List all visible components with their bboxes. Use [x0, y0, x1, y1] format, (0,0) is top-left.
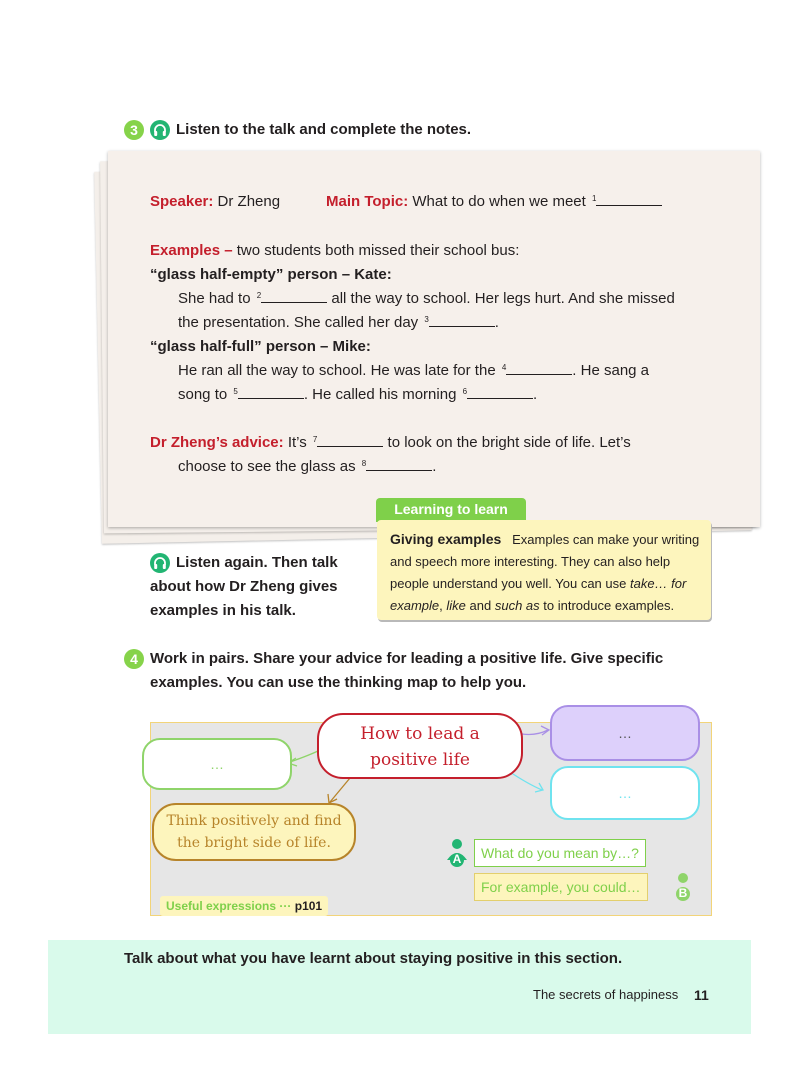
- footer-title: The secrets of happiness: [533, 987, 679, 1002]
- bubble-placeholder: …: [618, 725, 632, 741]
- blank-number: 6: [462, 387, 468, 396]
- advice-text: It’s: [287, 434, 307, 451]
- blank-3[interactable]: [429, 312, 495, 327]
- learning-to-learn-text: [390, 528, 708, 617]
- ltl-body: ,: [439, 598, 443, 613]
- task4-line-1: Work in pairs. Share your advice for leading a positive life. Give specific: [150, 650, 664, 667]
- mike-line-2: [178, 383, 537, 407]
- advice-text: to look on the bright side of life. Let’s: [387, 434, 631, 451]
- blank-number: 1: [592, 194, 597, 203]
- advice-label: Dr Zheng’s advice:: [150, 434, 284, 451]
- blank-5[interactable]: [238, 384, 304, 399]
- brown-bubble: [152, 803, 356, 861]
- top-purple-bubble[interactable]: [550, 705, 700, 761]
- kate-line-1: [178, 287, 675, 311]
- blank-6[interactable]: [467, 384, 533, 399]
- center-line-2: positive life: [370, 750, 470, 770]
- mike-line-1: [178, 359, 649, 383]
- advice-line-1: [150, 431, 631, 455]
- mike-text: . He sang a: [572, 362, 650, 379]
- avatar-label: A: [452, 852, 462, 866]
- listen-again-line-3: examples in his talk.: [150, 602, 296, 619]
- chat-bubble-a: What do you mean by…?: [474, 839, 646, 867]
- examples-label: Examples –: [150, 242, 233, 259]
- brown-line-1: Think positively and find: [166, 813, 342, 829]
- blank-8[interactable]: [366, 456, 432, 471]
- blank-1[interactable]: [596, 191, 662, 206]
- ltl-body: Examples can make your writing and speech more interesting. They can also help people understand you well. You can use: [390, 532, 700, 591]
- topic-label: Main Topic:: [326, 193, 409, 210]
- task-number-badge: 3: [124, 120, 144, 140]
- center-bubble: [317, 713, 523, 779]
- connector-brown: [330, 778, 350, 802]
- useful-arrow: ···: [279, 899, 292, 913]
- summary-text: Talk about what you have learnt about staying positive in this section.: [124, 950, 623, 967]
- ltl-term: such as: [494, 598, 540, 613]
- ltl-term: like: [446, 598, 466, 613]
- headphones-icon: [150, 553, 170, 573]
- task3-instruction: Listen to the talk and complete the notes.: [176, 121, 472, 138]
- headphones-icon: [150, 120, 170, 140]
- kate-line-2: [178, 311, 499, 335]
- blank-number: 8: [361, 459, 367, 468]
- blank-number: 4: [501, 363, 507, 372]
- advice-text: .: [432, 458, 437, 475]
- useful-expressions-link[interactable]: [160, 896, 328, 916]
- brown-line-2: the bright side of life.: [177, 835, 331, 851]
- center-line-1: How to lead a: [360, 724, 480, 744]
- speaker-value: Dr Zheng: [217, 193, 281, 210]
- ltl-body: and: [469, 598, 492, 613]
- person-b-avatar: [671, 872, 695, 902]
- blank-number: 7: [312, 435, 318, 444]
- advice-line-2: [178, 455, 436, 479]
- kate-heading: “glass half-empty” person – Kate:: [150, 266, 392, 283]
- mike-text: . He called his morning: [303, 386, 457, 403]
- useful-label: Useful expressions: [166, 899, 277, 913]
- useful-page: p101: [294, 899, 323, 913]
- listen-again-line-1: Listen again. Then talk: [176, 554, 338, 571]
- blank-7[interactable]: [317, 432, 383, 447]
- mike-text: .: [533, 386, 538, 403]
- blank-number: 2: [256, 291, 262, 300]
- mike-text: He ran all the way to school. He was late for the: [178, 362, 496, 379]
- mike-heading: “glass half-full” person – Mike:: [150, 338, 371, 355]
- advice-text: choose to see the glass as: [178, 458, 356, 475]
- topic-value: What to do when we meet: [412, 193, 586, 210]
- kate-text: She had to: [178, 290, 251, 307]
- person-a-avatar: [445, 838, 469, 868]
- kate-text: all the way to school. Her legs hurt. And she missed: [331, 290, 675, 307]
- listen-again-line-2: about how Dr Zheng gives: [150, 578, 338, 595]
- connector-cyan: [510, 772, 542, 790]
- kate-text: .: [494, 314, 499, 331]
- right-cyan-bubble[interactable]: [550, 766, 700, 820]
- avatar-label: B: [678, 886, 688, 900]
- task-number-badge: 4: [124, 649, 144, 669]
- left-green-bubble[interactable]: [142, 738, 292, 790]
- mike-text: song to: [178, 386, 228, 403]
- bubble-placeholder: …: [618, 785, 632, 801]
- blank-4[interactable]: [506, 360, 572, 375]
- notes-topic-line: [326, 190, 662, 214]
- blank-number: 3: [424, 315, 429, 324]
- learning-to-learn-tab: Learning to learn: [376, 498, 526, 522]
- blank-number: 5: [233, 387, 238, 396]
- notes-examples-line: [150, 239, 519, 263]
- page-number: 11: [694, 987, 709, 1003]
- connector-green: [290, 750, 320, 762]
- kate-text: the presentation. She called her day: [178, 314, 419, 331]
- arrow-head: [541, 726, 549, 735]
- ltl-heading: Giving examples: [390, 531, 502, 547]
- task4-line-2: examples. You can use the thinking map to help you.: [150, 674, 527, 691]
- bubble-placeholder: …: [210, 756, 224, 772]
- speaker-label: Speaker:: [150, 193, 214, 210]
- chat-bubble-b: For example, you could…: [474, 873, 648, 901]
- notes-speaker-line: [150, 190, 280, 214]
- ltl-term: take… for example: [390, 576, 687, 613]
- blank-2[interactable]: [261, 288, 327, 303]
- ltl-body: to introduce examples.: [543, 598, 675, 613]
- examples-value: two students both missed their school bus:: [236, 242, 520, 259]
